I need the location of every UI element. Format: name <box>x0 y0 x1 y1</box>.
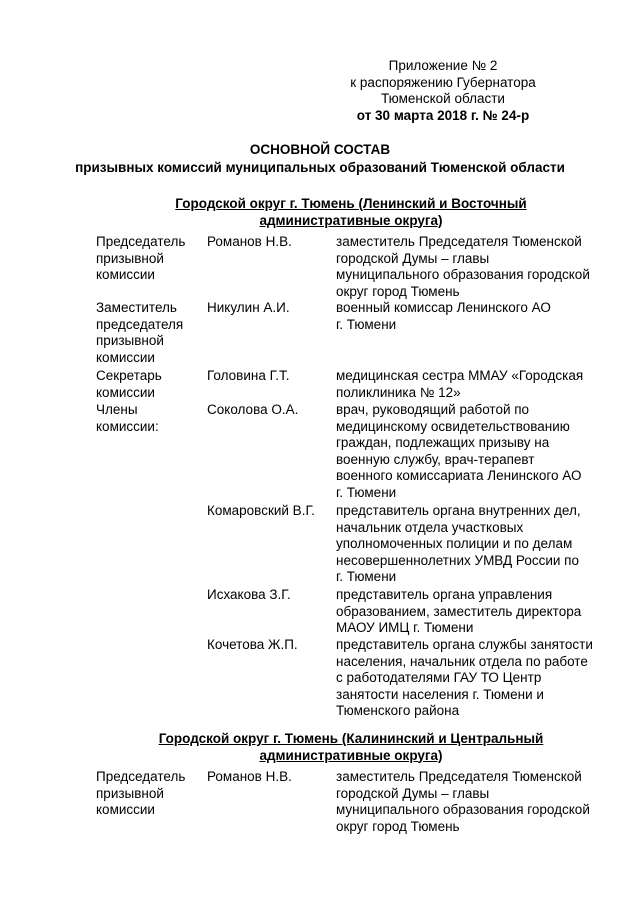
role-line: комиссии <box>96 267 155 282</box>
desc-line: медицинскому освидетельствованию <box>336 418 570 434</box>
member-description <box>336 234 608 300</box>
member-description <box>336 637 608 720</box>
document-title: ОСНОВНОЙ СОСТАВ <box>249 142 391 157</box>
member-description <box>336 368 608 401</box>
appendix-number: Приложение № 2 <box>388 58 498 73</box>
role-line: Секретарь <box>96 368 162 383</box>
desc-line: начальник отдела участковых <box>336 519 524 535</box>
role-line: призывной <box>96 785 164 801</box>
member-description <box>336 300 608 333</box>
desc-line: занятости населения г. Тюмени и <box>336 686 544 702</box>
role-line: Заместитель <box>96 300 177 315</box>
desc-line: городской Думы – главы <box>336 785 490 801</box>
member-description <box>336 769 608 835</box>
desc-line: представитель органа службы занятости <box>336 637 593 652</box>
role-line: комиссии <box>96 349 155 365</box>
member-role <box>96 368 204 401</box>
desc-line: округ город Тюмень <box>336 818 460 834</box>
appendix-date-number: от 30 марта 2018 г. № 24-р <box>356 107 530 123</box>
member-role <box>96 300 204 366</box>
role-line: комиссии <box>96 384 155 400</box>
desc-line: поликлиника № 12» <box>336 384 461 400</box>
member-name: Комаровский В.Г. <box>207 503 315 518</box>
desc-line: военный комиссар Ленинского АО <box>336 300 551 315</box>
appendix-to-order: к распоряжению Губернатора <box>350 74 536 90</box>
member-description <box>336 503 608 586</box>
desc-line: военного комиссариата Ленинского АО <box>336 468 582 483</box>
desc-line: заместитель Председателя Тюменской <box>336 234 582 249</box>
member-name: Никулин А.И. <box>207 300 290 315</box>
appendix-header <box>343 58 543 124</box>
section-title-leninsky <box>96 196 606 229</box>
role-line: Председатель <box>96 769 186 784</box>
role-line: комиссии <box>96 802 155 817</box>
role-line: председателя <box>96 316 184 332</box>
desc-line: г. Тюмени <box>336 569 397 584</box>
desc-line: муниципального образования городской <box>336 267 590 282</box>
desc-line: Тюменского района <box>336 703 460 718</box>
desc-line: МАОУ ИМЦ г. Тюмени <box>336 620 474 635</box>
desc-line: городской Думы – главы <box>336 250 490 266</box>
member-description <box>336 587 608 637</box>
role-line: комиссии: <box>96 418 159 434</box>
member-name: Кочетова Ж.П. <box>207 637 298 652</box>
member-name: Соколова О.А. <box>207 402 299 417</box>
desc-line: уполномоченных полиции и по делам <box>336 536 573 551</box>
member-description <box>336 402 608 501</box>
role-line: Члены <box>96 402 138 417</box>
desc-line: г. Тюмени <box>336 316 397 332</box>
desc-line: г. Тюмени <box>336 484 397 500</box>
member-role <box>96 769 204 819</box>
desc-line: заместитель Председателя Тюменской <box>336 769 582 784</box>
desc-line: округ город Тюмень <box>336 283 460 299</box>
member-name: Романов Н.В. <box>207 769 292 784</box>
desc-line: муниципального образования городской <box>336 802 590 817</box>
member-name: Исхакова З.Г. <box>207 587 291 602</box>
section-title-line: административные округа) <box>259 747 443 763</box>
desc-line: с работодателями ГАУ ТО Центр <box>336 670 542 685</box>
desc-line: медицинская сестра ММАУ «Городская <box>336 368 584 383</box>
role-line: Председатель <box>96 234 186 249</box>
section-title-line: Городской округ г. Тюмень (Калининский и Центральный <box>158 731 544 746</box>
desc-line: врач, руководящий работой по <box>336 402 530 417</box>
section-title-line: Городской округ г. Тюмень (Ленинский и Восточный <box>175 196 527 211</box>
desc-line: граждан, подлежащих призыву на <box>336 435 550 450</box>
member-name: Романов Н.В. <box>207 234 292 249</box>
document-subtitle: призывных комиссий муниципальных образований Тюменской области <box>75 160 565 175</box>
member-name: Головина Г.Т. <box>207 368 290 383</box>
desc-line: образованием, заместитель директора <box>336 603 582 619</box>
role-line: призывной <box>96 333 164 348</box>
desc-line: представитель органа внутренних дел, <box>336 503 581 518</box>
member-role <box>96 402 204 435</box>
role-line: призывной <box>96 250 164 266</box>
desc-line: населения, начальник отдела по работе <box>336 653 588 669</box>
desc-line: военную службу, врач-терапевт <box>336 451 535 467</box>
appendix-region: Тюменской области <box>381 91 505 106</box>
section-title-kalininsky <box>96 731 606 764</box>
section-title-line: административные округа) <box>259 212 443 228</box>
desc-line: представитель органа управления <box>336 587 553 602</box>
member-role <box>96 234 204 284</box>
desc-line: несовершеннолетних УМВД России по <box>336 552 579 568</box>
